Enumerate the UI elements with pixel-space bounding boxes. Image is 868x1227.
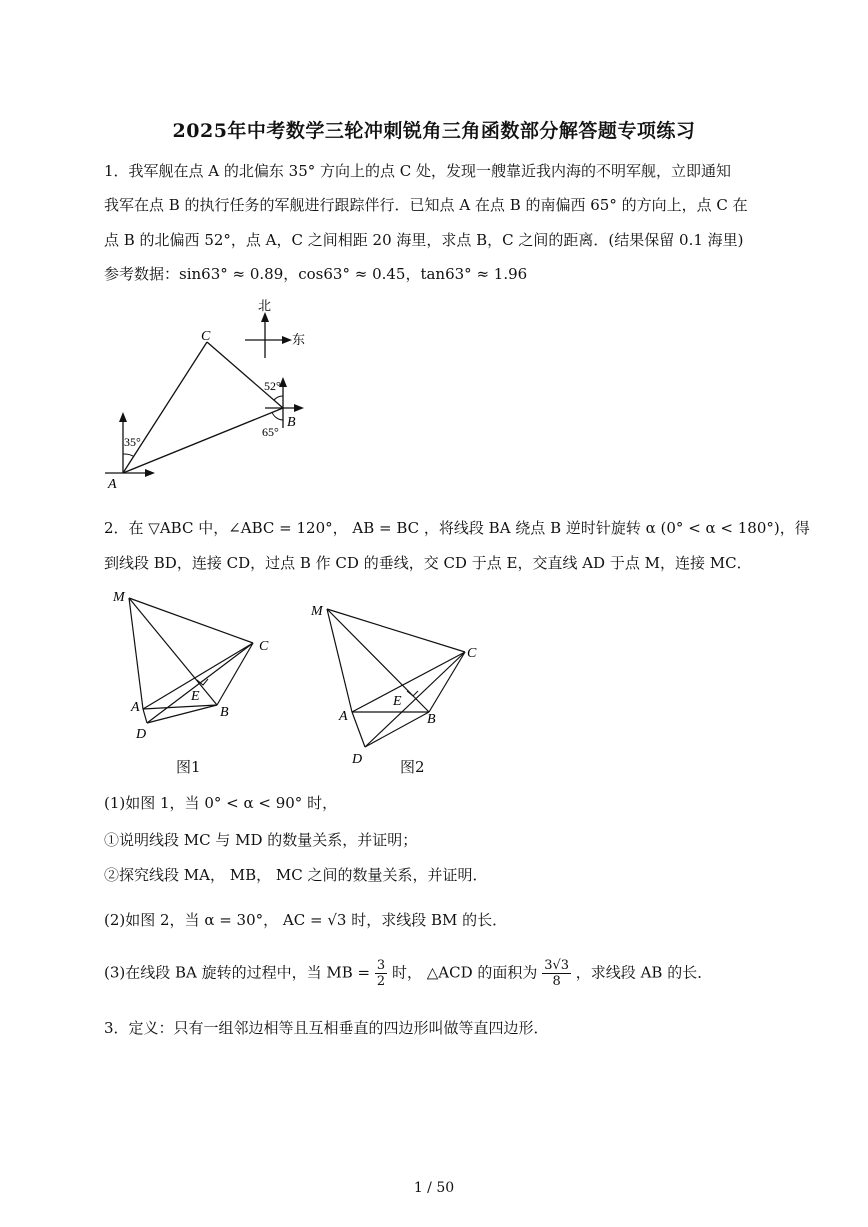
compass-east-arrow (282, 336, 292, 344)
q1-line-3: 点 B 的北偏西 52°，点 A，C 之间相距 20 海里，求点 B，C 之间的距离．(结果保留 0.1 海里) (104, 231, 744, 249)
angle-65-label: 65° (262, 425, 279, 439)
segment-cb (207, 342, 283, 408)
fraction-three-halves (375, 958, 387, 989)
fig2-point-a: A (339, 709, 348, 724)
fig1-point-a: A (131, 700, 140, 715)
fig2-caption: 图2 (400, 758, 425, 776)
q2-part-1a: ①说明线段 MC 与 MD 的数量关系，并证明； (104, 831, 418, 849)
fig1-point-b: B (220, 705, 229, 720)
q2-part-3-text-c: ，求线段 AB 的长． (575, 963, 713, 982)
q2-figure-2 (305, 594, 490, 773)
fraction-2-numerator: 3√3 (544, 958, 570, 973)
page-number: 1 / 50 (413, 1180, 455, 1196)
fraction-2-denominator: 8 (552, 974, 561, 989)
q2-part-2: (2)如图 2，当 α = 30°， AC = √3 时，求线段 BM 的长． (104, 911, 508, 929)
fraction-1-numerator: 3 (376, 958, 386, 973)
compass-north-label: 北 (258, 298, 272, 313)
page-title: 2025年中考数学三轮冲刺锐角三角函数部分解答题专项练习 (172, 120, 696, 142)
q2-part-3-text-a: (3)在线段 BA 旋转的过程中，当 MB = (104, 963, 371, 982)
fig1-point-m: M (113, 590, 125, 605)
q3-line-1: 3．定义：只有一组邻边相等且互相垂直的四边形叫做等直四边形． (104, 1019, 549, 1037)
point-c-label: C (201, 329, 211, 344)
fig2-point-d: D (352, 752, 363, 767)
fig1-point-d: D (136, 727, 147, 742)
fig2-point-m: M (311, 604, 323, 619)
q2-part-1: (1)如图 1，当 0° < α < 90° 时， (104, 794, 338, 812)
compass-east-label: 东 (292, 332, 306, 347)
q1-line-2: 我军在点 B 的执行任务的军舰进行跟踪伴行．已知点 A 在点 B 的南偏西 65° 的方向上，点 C 在 (104, 196, 748, 214)
q2-part-3 (104, 958, 784, 989)
q2-line-1: 2．在 ▽ABC 中，∠ABC = 120°， AB = BC ，将线段 BA 绕点 B 逆时针旋转 α (0° < α < 180°)，得 (104, 519, 810, 537)
q1-line-1: 1．我军舰在点 A 的北偏东 35° 方向上的点 C 处，发现一艘靠近我内海的不明军舰，立即通知 (104, 162, 732, 180)
segment-ab (123, 408, 283, 473)
fraction-1-denominator: 2 (376, 974, 386, 989)
fig1-point-c: C (259, 639, 269, 654)
point-a-label: A (108, 477, 117, 492)
compass-north-arrow (261, 312, 269, 322)
angle-35-label: 35° (124, 435, 141, 449)
fig1-caption: 图1 (176, 758, 201, 776)
q2-figure-1 (105, 583, 285, 752)
fig2-point-e: E (393, 694, 402, 709)
q1-figure (100, 298, 320, 497)
angle-52-label: 52° (264, 379, 281, 393)
q1-reference-data: 参考数据：sin63° ≈ 0.89，cos63° ≈ 0.45，tan63° ≈ 1.96 (104, 265, 528, 283)
fig1-point-e: E (191, 689, 200, 704)
fig2-point-c: C (467, 646, 477, 661)
q2-part-1b: ②探究线段 MA， MB， MC 之间的数量关系，并证明． (104, 866, 488, 884)
fraction-area (542, 958, 571, 989)
point-b-label: B (287, 415, 296, 430)
q2-line-2: 到线段 BD，连接 CD，过点 B 作 CD 的垂线，交 CD 于点 E，交直线 AD 于点 M，连接 MC． (104, 554, 752, 572)
segment-ac (123, 342, 207, 473)
q2-part-3-text-b: 时， △ACD 的面积为 (391, 963, 538, 982)
fig2-point-b: B (427, 712, 436, 727)
